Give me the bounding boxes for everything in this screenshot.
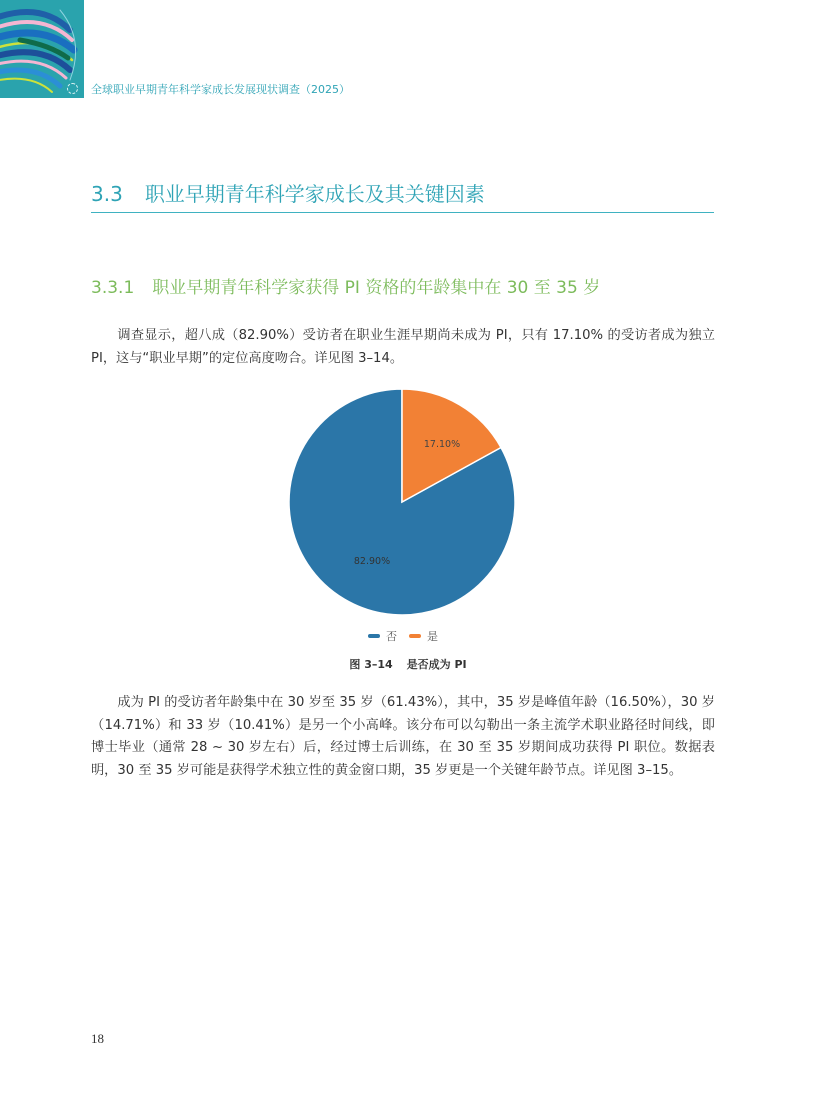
- legend-item-no: [368, 628, 397, 644]
- pie-label-no: 82.90%: [353, 556, 391, 567]
- legend-swatch-yes: [409, 634, 421, 638]
- legend-swatch-no: [368, 634, 380, 638]
- figure-number: 图 3–14: [349, 658, 393, 671]
- subsection-number: 3.3.1: [91, 278, 135, 298]
- body-paragraph-2: [91, 692, 715, 782]
- page-number: 18: [91, 1031, 104, 1046]
- paragraph-text: 成为 PI 的受访者年龄集中在 30 岁至 35 岁（61.43%），其中，35 岁是峰值年龄（16.50%），30 岁（14.71%）和 33 岁（10.41%）是另一个小高峰。该分布可以勾勒出一条主流学术职业路径时间线，即博士毕业（通常 28 ~ 30 岁左右）后，经过博士后训练，在 30 至 35 岁期间成功获得 PI 职位。数据表明，30 至 35 岁可能是获得学术独立性的黄金窗口期，35 岁更是一个关键年龄节点。详见图 3–15。: [91, 695, 715, 778]
- chart-legend: [368, 628, 450, 644]
- section-title: 职业早期青年科学家成长及其关键因素: [144, 182, 485, 206]
- running-header-title: 全球职业早期青年科学家成长发展现状调查（2025）: [91, 83, 350, 96]
- section-number: 3.3: [91, 182, 123, 206]
- paragraph-text: 调查显示，超八成（82.90%）受访者在职业生涯早期尚未成为 PI，只有 17.10% 的受访者成为独立 PI，这与“职业早期”的定位高度吻合。详见图 3–14。: [91, 328, 715, 366]
- subsection-title: 职业早期青年科学家获得 PI 资格的年龄集中在 30 至 35 岁: [152, 278, 601, 298]
- figure-caption: [0, 656, 816, 672]
- figure-title: 是否成为 PI: [406, 658, 467, 671]
- legend-label-yes: 是: [427, 630, 438, 643]
- legend-item-yes: [409, 628, 438, 644]
- subsection-heading: [91, 273, 600, 298]
- pie-label-yes: 17.10%: [423, 439, 461, 450]
- globe-emblem-icon: [67, 83, 78, 94]
- section-divider: [91, 212, 714, 213]
- legend-label-no: 否: [386, 630, 397, 643]
- body-paragraph-1: [91, 325, 715, 370]
- pie-chart: [280, 380, 530, 630]
- section-heading: [91, 178, 485, 207]
